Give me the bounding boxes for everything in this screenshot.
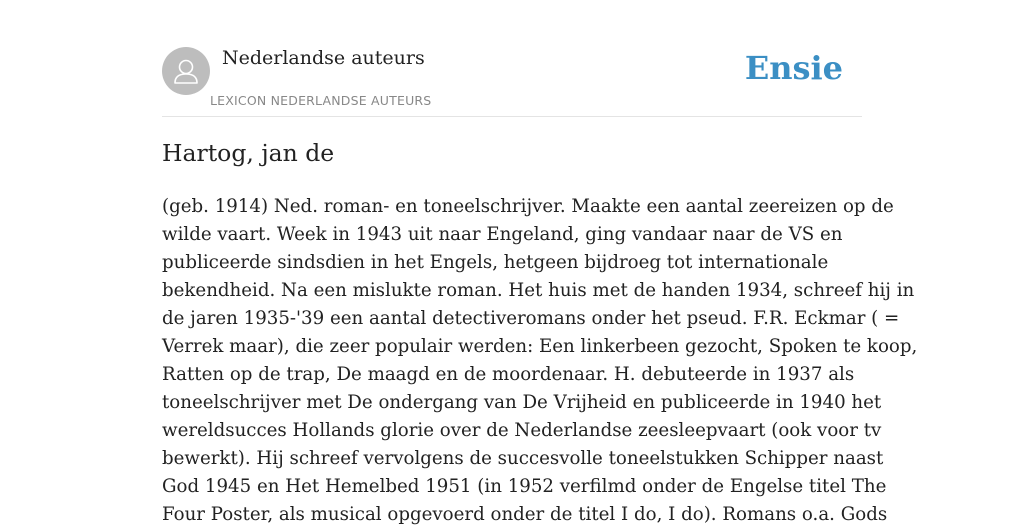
entry-line: de jaren 1935-'39 een aantal detectiveromans onder het pseud. F.R. Eckmar ( = bbox=[162, 308, 900, 329]
entry-body bbox=[162, 193, 918, 529]
lexicon-label[interactable]: LEXICON NEDERLANDSE AUTEURS bbox=[210, 93, 432, 108]
entry-line: Verrek maar), die zeer populair werden: Een linkerbeen gezocht, Spoken te koop, bbox=[162, 336, 918, 357]
entry-line: publiceerde sindsdien in het Engels, hetgeen bijdroeg tot internationale bbox=[162, 252, 829, 273]
author-name-link[interactable]: Nederlandse auteurs bbox=[222, 47, 425, 69]
entry-line: wereldsucces Hollands glorie over de Nederlandse zeesleepvaart (ook voor tv bbox=[162, 420, 882, 441]
entry-title: Hartog, jan de bbox=[162, 139, 335, 167]
person-icon bbox=[162, 47, 210, 95]
entry-line: God 1945 en Het Hemelbed 1951 (in 1952 verfilmd onder de Engelse titel The bbox=[162, 476, 887, 497]
ensie-logo[interactable]: Ensie bbox=[744, 49, 843, 87]
entry-line: bekendheid. Na een mislukte roman. Het huis met de handen 1934, schreef hij in bbox=[162, 280, 915, 301]
entry-line: (geb. 1914) Ned. roman- en toneelschrijver. Maakte een aantal zeereizen op de bbox=[162, 196, 894, 217]
site-header bbox=[162, 46, 862, 117]
entry-line: Ratten op de trap, De maagd en de moordenaar. H. debuteerde in 1937 als bbox=[162, 364, 855, 385]
entry-line: wilde vaart. Week in 1943 uit naar Engeland, ging vandaar naar de VS en bbox=[162, 224, 843, 245]
entry-line: Four Poster, als musical opgevoerd onder de titel I do, I do). Romans o.a. Gods bbox=[162, 504, 888, 525]
entry-line: toneelschrijver met De ondergang van De Vrijheid en publiceerde in 1940 het bbox=[162, 392, 882, 413]
entry-line: bewerkt). Hij schreef vervolgens de succesvolle toneelstukken Schipper naast bbox=[162, 448, 884, 469]
user-avatar-icon[interactable] bbox=[162, 47, 210, 95]
